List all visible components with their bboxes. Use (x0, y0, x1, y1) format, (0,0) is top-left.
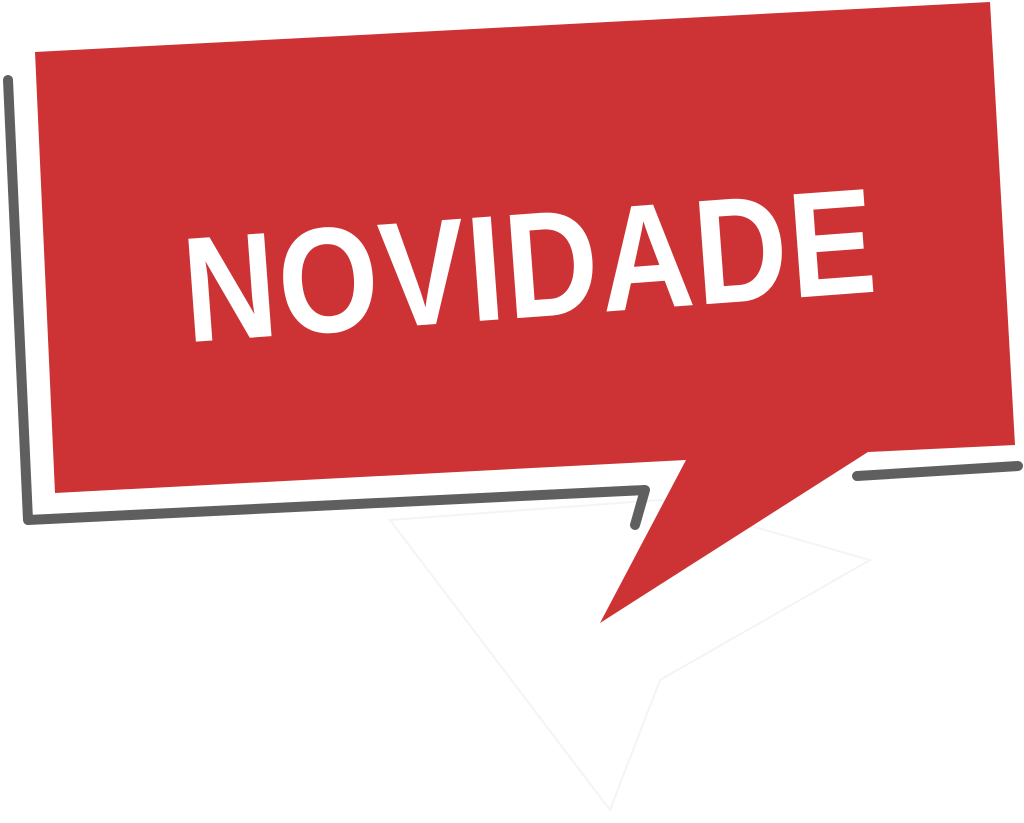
bubble-shadow-right-line (857, 466, 1018, 476)
headline-novidade: NOVIDADE (177, 155, 883, 375)
bubble-tail-outline (390, 500, 870, 810)
